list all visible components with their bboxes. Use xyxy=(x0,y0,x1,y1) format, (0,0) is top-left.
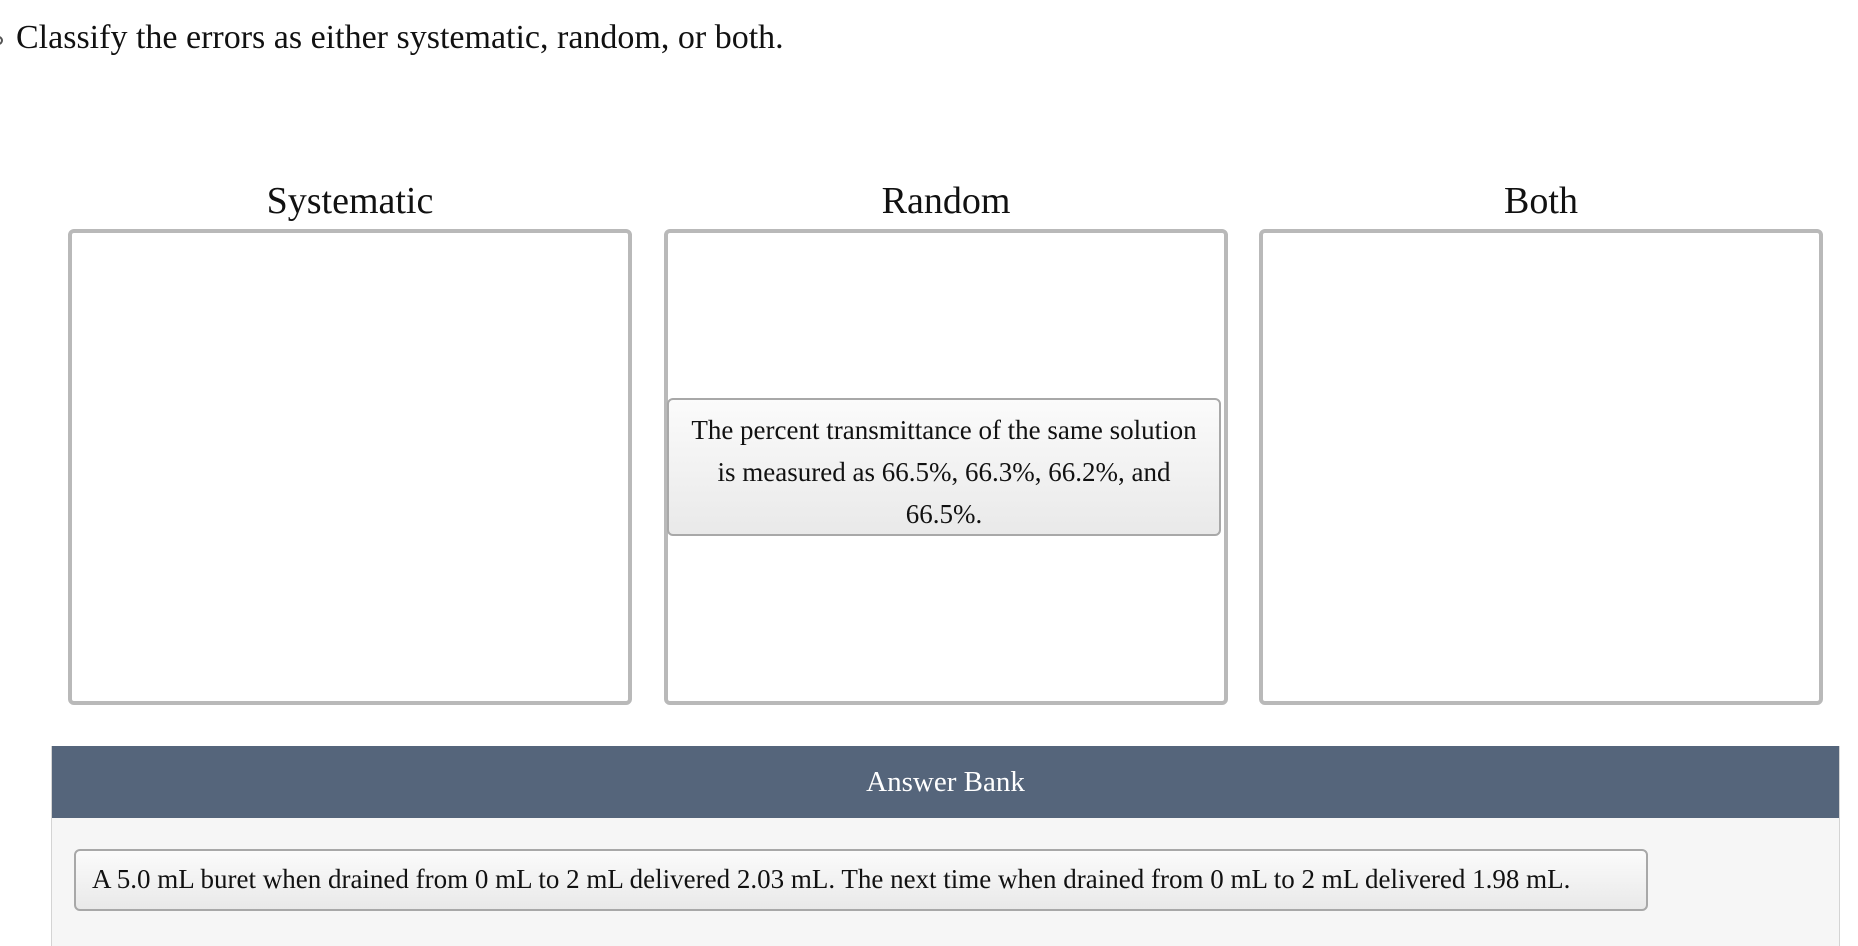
answer-card-placed[interactable]: The percent transmittance of the same solution is measured as 66.5%, 66.3%, 66.2%, and 66.5%. xyxy=(667,398,1221,536)
prompt-text: Classify the errors as either systematic, random, or both. xyxy=(16,19,784,56)
drop-zone-systematic[interactable] xyxy=(68,229,632,705)
bullet-icon xyxy=(0,36,3,45)
answer-bank-title: Answer Bank xyxy=(52,746,1839,818)
drop-zone-both[interactable] xyxy=(1259,229,1823,705)
bin-title-systematic: Systematic xyxy=(266,180,434,222)
bin-title-random: Random xyxy=(881,180,1011,222)
answer-bank xyxy=(51,746,1840,946)
bin-title-both: Both xyxy=(1504,180,1578,222)
answer-card[interactable]: A 5.0 mL buret when drained from 0 mL to 2 mL delivered 2.03 mL. The next time when drained from 0 mL to 2 mL delivered 1.98 mL. xyxy=(74,849,1648,911)
